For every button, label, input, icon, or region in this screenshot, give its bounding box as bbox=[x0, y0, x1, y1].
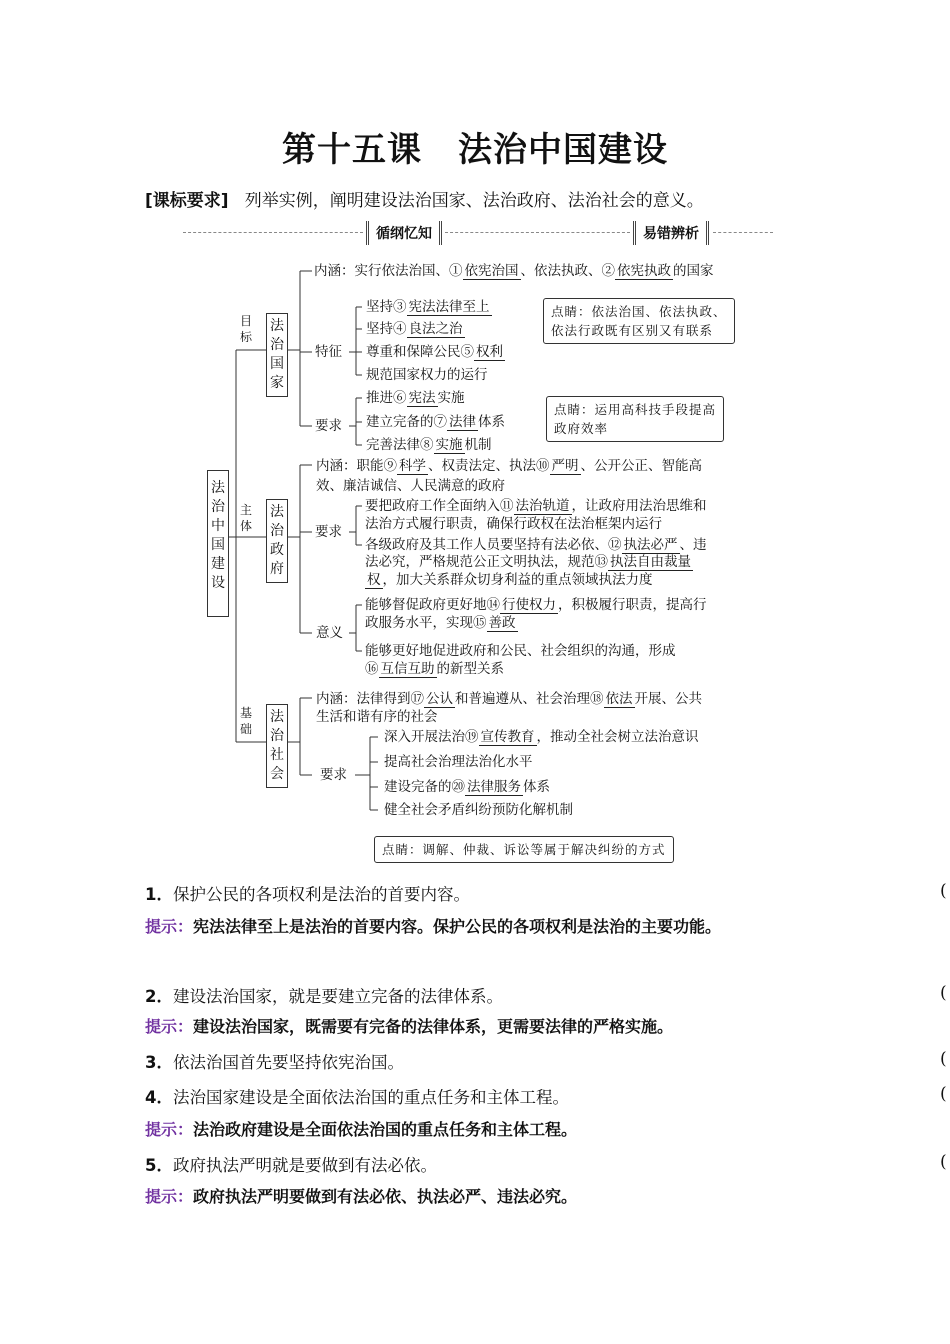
answer-paren-3[interactable]: ( bbox=[940, 1049, 947, 1069]
node-rule-of-law-state: 法治国家 bbox=[266, 313, 288, 397]
state-feature-3: 尊重和保障公民⑤ 权利 bbox=[366, 344, 503, 360]
gov-requirement-2-line2: 法必究，严格规范公正文明执法，规范⑬ 执法自由裁量 bbox=[365, 554, 691, 570]
society-requirement-3: 建设完备的⑳ 法律服务 体系 bbox=[384, 779, 550, 795]
branch-label-goal: 目标 bbox=[239, 314, 252, 344]
node-rule-of-law-government: 法治政府 bbox=[266, 499, 288, 583]
hint-1: 提示：宪法法律至上是法治的首要内容。保护公民的各项权利是法治的主要功能。 bbox=[145, 917, 722, 936]
hint-4: 提示：法治政府建设是全面依法治国的重点任务和主体工程。 bbox=[145, 1120, 578, 1139]
state-feature-2: 坚持④ 良法之治 bbox=[366, 321, 463, 337]
gov-significance-label: 意义 bbox=[316, 625, 343, 641]
section-tag-review: 循纲忆知 bbox=[366, 221, 442, 245]
society-requirement-2: 提高社会治理法治化水平 bbox=[384, 754, 533, 770]
gov-significance-2-line2: ⑯ 互信互助 的新型关系 bbox=[365, 661, 504, 677]
node-rule-of-law-society: 法治社会 bbox=[266, 704, 288, 788]
callout-key-point-2: 点睛：运用高科技手段提高 政府效率 bbox=[546, 396, 724, 442]
society-requirement-4: 健全社会矛盾纠纷预防化解机制 bbox=[384, 802, 573, 818]
state-requirement-2: 建立完备的⑦ 法律 体系 bbox=[366, 414, 505, 430]
answer-paren-1[interactable]: ( bbox=[940, 881, 947, 901]
state-requirements-label: 要求 bbox=[315, 418, 342, 434]
gov-significance-2-line1: 能够更好地促进政府和公民、社会组织的沟通，形成 bbox=[365, 643, 676, 659]
state-features-label: 特征 bbox=[315, 344, 342, 360]
gov-significance-1-line2: 政服务水平，实现⑮ 善政 bbox=[365, 615, 516, 631]
callout-key-point-1: 点睛：依法治国、依法执政、 依法行政既有区别又有联系 bbox=[543, 298, 735, 344]
branch-label-subject: 主体 bbox=[239, 503, 252, 533]
state-requirement-3: 完善法律⑧ 实施 机制 bbox=[366, 437, 492, 453]
question-5: 5．政府执法严明就是要做到有法必依。 bbox=[145, 1156, 437, 1175]
mindmap-root: 法治中国建设 bbox=[207, 470, 229, 617]
state-feature-1: 坚持③ 宪法法律至上 bbox=[366, 299, 490, 315]
hint-2: 提示：建设法治国家，既需要有完备的法律体系，更需要法律的严格实施。 bbox=[145, 1017, 674, 1036]
gov-significance-1-line1: 能够督促政府更好地⑭ 行使权力 ，积极履行职责，提高行 bbox=[365, 597, 707, 613]
gov-requirement-1-line1: 要把政府工作全面纳入⑪ 法治轨道 ，让政府用法治思维和 bbox=[365, 498, 707, 514]
society-connotation-line1: 内涵：法律得到⑰ 公认 和普遍遵从、社会治理⑱ 依法 开展、公共 bbox=[316, 691, 702, 707]
page-title: 第十五课 法治中国建设 bbox=[282, 130, 668, 170]
question-1: 1．保护公民的各项权利是法治的首要内容。 bbox=[145, 885, 470, 904]
hint-5: 提示：政府执法严明要做到有法必依、执法必严、违法必究。 bbox=[145, 1187, 578, 1206]
society-connotation-line2: 生活和谐有序的社会 bbox=[316, 709, 438, 725]
society-requirement-1: 深入开展法治⑲ 宣传教育 ，推动全社会树立法治意识 bbox=[384, 729, 699, 745]
question-2: 2．建设法治国家，就是要建立完备的法律体系。 bbox=[145, 987, 503, 1006]
gov-requirement-2-line1: 各级政府及其工作人员要坚持有法必依、⑫ 执法必严 、违 bbox=[365, 537, 707, 553]
callout-key-point-3: 点睛：调解、仲裁、诉讼等属于解决纠纷的方式 bbox=[374, 836, 674, 863]
branch-label-basis: 基础 bbox=[239, 706, 252, 736]
gov-connotation-line1: 内涵：职能⑨ 科学 、权责法定、执法⑩ 严明 、公开公正、智能高 bbox=[316, 458, 702, 474]
answer-paren-5[interactable]: ( bbox=[940, 1152, 947, 1172]
state-requirement-1: 推进⑥ 宪法 实施 bbox=[366, 390, 465, 406]
society-requirements-label: 要求 bbox=[320, 767, 347, 783]
gov-requirement-1-line2: 法治方式履行职责，确保行政权在法治框架内运行 bbox=[365, 516, 662, 532]
answer-paren-4[interactable]: ( bbox=[940, 1084, 947, 1104]
curriculum-standard: [课标要求] 列举实例，阐明建设法治国家、法治政府、法治社会的意义。 bbox=[145, 191, 704, 211]
question-4: 4．法治国家建设是全面依法治国的重点任务和主体工程。 bbox=[145, 1088, 569, 1107]
state-feature-4: 规范国家权力的运行 bbox=[366, 367, 488, 383]
state-connotation: 内涵：实行依法治国、① 依宪治国 、依法执政、② 依宪执政 的国家 bbox=[314, 263, 714, 279]
gov-requirements-label: 要求 bbox=[315, 524, 342, 540]
question-3: 3．依法治国首先要坚持依宪治国。 bbox=[145, 1053, 404, 1072]
answer-paren-2[interactable]: ( bbox=[940, 983, 947, 1003]
gov-connotation-line2: 效、廉洁诚信、人民满意的政府 bbox=[316, 478, 505, 494]
gov-requirement-2-line3: 权 ，加大关系群众切身利益的重点领域执法力度 bbox=[367, 572, 653, 588]
section-tag-discern: 易错辨析 bbox=[633, 221, 709, 245]
